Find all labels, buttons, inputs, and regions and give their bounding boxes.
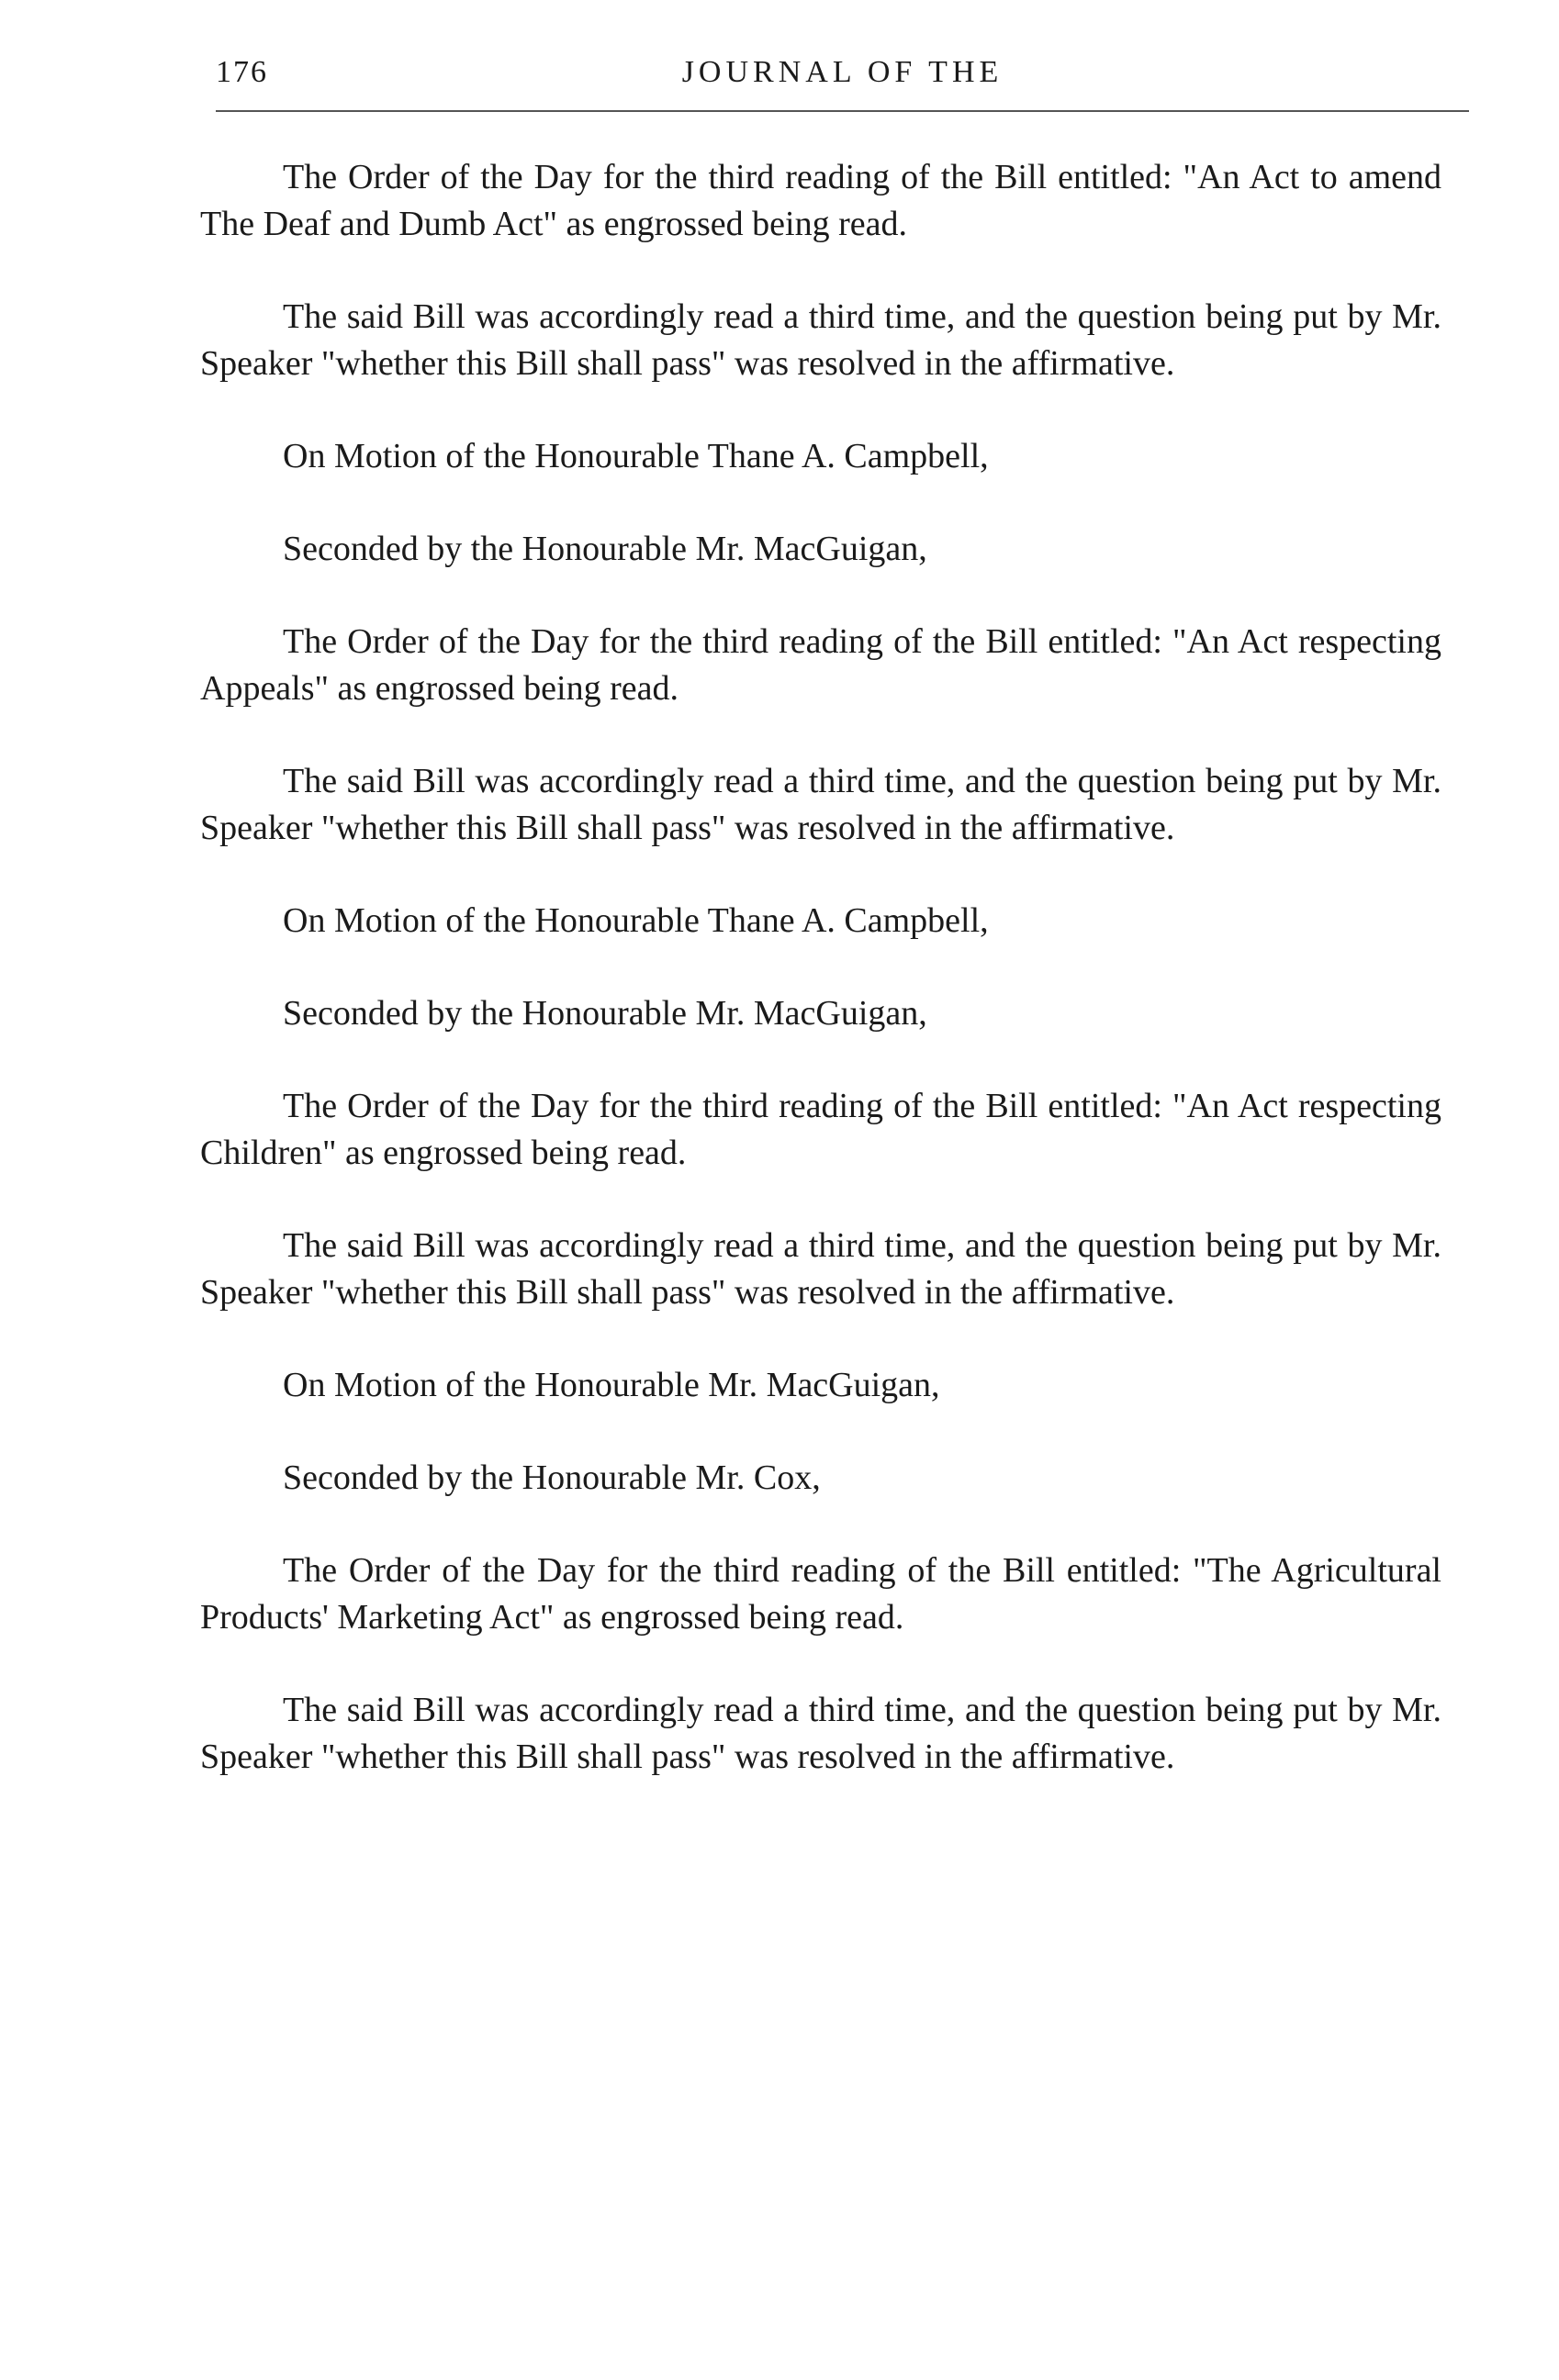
order-of-day-paragraph: The Order of the Day for the third reading of the Bill entitled: "An Act respecting Appeals" as engrossed being read. — [200, 622, 1441, 708]
order-of-day-paragraph: The Order of the Day for the third reading of the Bill entitled: "An Act to amend The Deaf and Dumb Act" as engrossed being read. — [200, 158, 1441, 243]
running-head: JOURNAL OF THE — [681, 55, 1004, 89]
bill-read-paragraph: The said Bill was accordingly read a third time, and the question being put by Mr. Speaker "whether this Bill shall pass" was resolved in the affirmative. — [200, 1226, 1441, 1312]
seconded-line: Seconded by the Honourable Mr. Cox, — [283, 1458, 821, 1497]
header-rule — [216, 110, 1469, 112]
seconded-line: Seconded by the Honourable Mr. MacGuigan, — [283, 994, 927, 1033]
order-of-day-paragraph: The Order of the Day for the third reading of the Bill entitled: "An Act respecting Children" as engrossed being read. — [200, 1087, 1441, 1172]
journal-body — [200, 154, 1441, 1827]
page-header — [216, 55, 1469, 110]
order-of-day-paragraph: The Order of the Day for the third reading of the Bill entitled: "The Agricultural Products' Marketing Act" as engrossed being read. — [200, 1551, 1441, 1637]
motion-line: On Motion of the Honourable Mr. MacGuigan, — [283, 1366, 940, 1404]
page-number: 176 — [216, 55, 268, 89]
bill-read-paragraph: The said Bill was accordingly read a third time, and the question being put by Mr. Speaker "whether this Bill shall pass" was resolved in the affirmative. — [200, 1691, 1441, 1776]
seconded-line: Seconded by the Honourable Mr. MacGuigan, — [283, 530, 927, 568]
motion-line: On Motion of the Honourable Thane A. Campbell, — [283, 901, 989, 940]
motion-line: On Motion of the Honourable Thane A. Campbell, — [283, 437, 989, 475]
bill-read-paragraph: The said Bill was accordingly read a third time, and the question being put by Mr. Speaker "whether this Bill shall pass" was resolved in the affirmative. — [200, 762, 1441, 847]
bill-read-paragraph: The said Bill was accordingly read a third time, and the question being put by Mr. Speaker "whether this Bill shall pass" was resolved in the affirmative. — [200, 297, 1441, 383]
